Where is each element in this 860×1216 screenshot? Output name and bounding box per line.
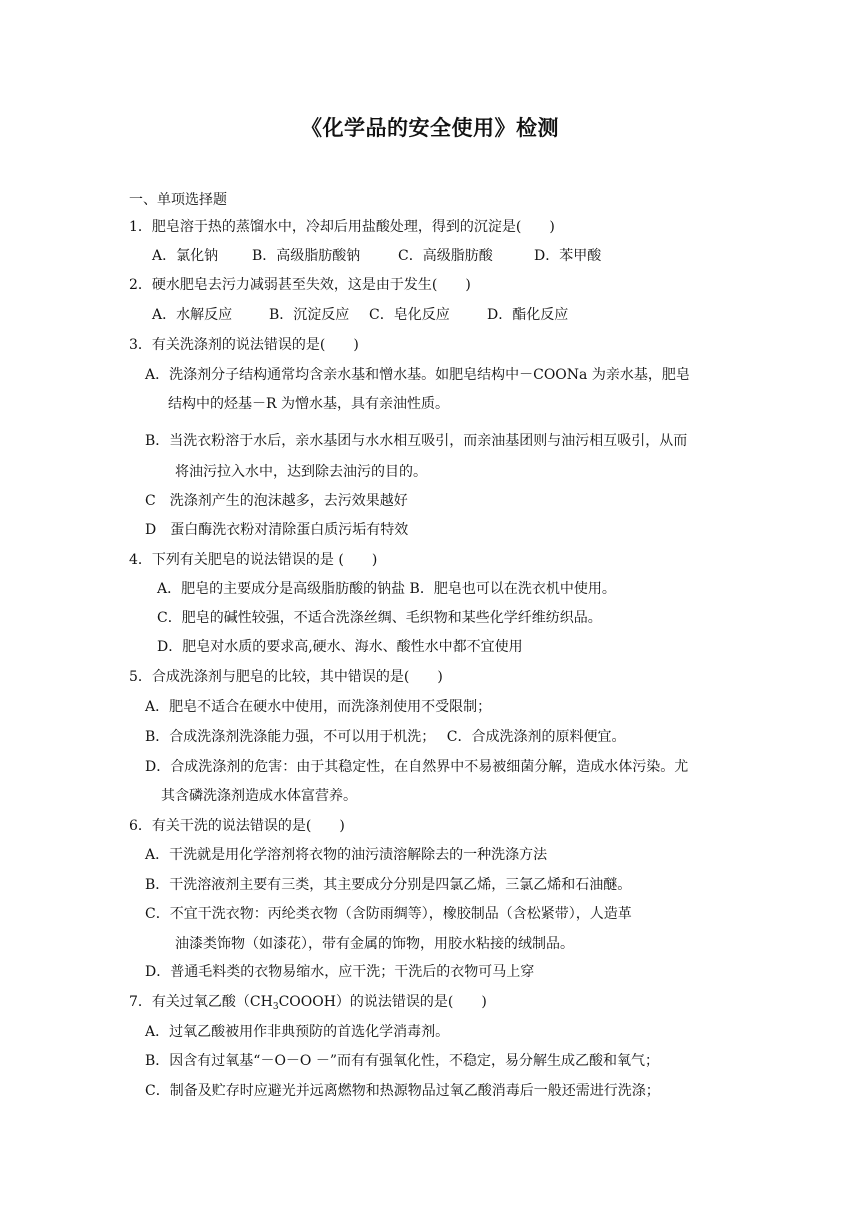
question-6-option-b: B．干洗溶液剂主要有三类，其主要成分分别是四氯乙烯，三氯乙烯和石油醚。 [145, 877, 632, 893]
question-2-options [152, 306, 568, 324]
question-1-option-d: D．苯甲酸 [534, 248, 602, 264]
question-3-stem: 3．有关洗涤剂的说法错误的是( ) [129, 337, 359, 353]
question-4-option-d: D．肥皂对水质的要求高,硬水、海水、酸性水中都不宜使用 [157, 639, 523, 655]
question-5-option-a: A．肥皂不适合在硬水中使用，而洗涤剂使用不受限制； [145, 699, 492, 715]
question-1-option-a: A．氯化钠 [152, 248, 219, 264]
question-1-option-c: C．高级脂肪酸 [398, 248, 493, 264]
question-1-options [152, 247, 601, 265]
question-4-option-c: C．肥皂的碱性较强，不适合洗涤丝绸、毛织物和某些化学纤维纺织品。 [157, 610, 602, 626]
question-7-option-c: C．制备及贮存时应避光并远离燃物和热源物品过氧乙酸消毒后一般还需进行洗涤； [145, 1083, 660, 1099]
question-6-option-c-line1: C．不宜干洗衣物：丙纶类衣物（含防雨绸等），橡胶制品（含松紧带），人造革 [145, 906, 632, 922]
document-title: 《化学品的安全使用》检测 [301, 115, 559, 140]
question-7-option-a: A．过氧乙酸被用作非典预防的首选化学消毒剂。 [145, 1024, 450, 1040]
question-5-stem: 5．合成洗涤剂与肥皂的比较，其中错误的是( ) [129, 669, 443, 685]
question-3-option-c: C 洗涤剂产生的泡沫越多，去污效果越好 [145, 493, 408, 509]
section-heading: 一、单项选择题 [129, 192, 227, 208]
question-1-option-b: B．高级脂肪酸钠 [252, 248, 361, 264]
question-1-stem: 1．肥皂溶于热的蒸馏水中，冷却后用盐酸处理，得到的沉淀是( ) [129, 219, 555, 235]
question-3-option-a-line2: 结构中的烃基－R 为憎水基，具有亲油性质。 [168, 396, 449, 412]
question-7-option-b: B．因含有过氧基“－O－O －”而有有强氧化性，不稳定，易分解生成乙酸和氧气； [145, 1053, 660, 1069]
question-3-option-d: D 蛋白酶洗衣粉对清除蛋白质污垢有特效 [145, 522, 409, 538]
question-3-option-b-line1: B．当洗衣粉溶于水后，亲水基团与水水相互吸引，而亲油基团则与油污相互吸引，从而 [145, 433, 688, 449]
question-6-option-c-line2: 油漆类饰物（如漆花），带有金属的饰物，用胶水粘接的绒制品。 [175, 936, 574, 952]
question-5-options-bc: B．合成洗涤剂洗涤能力强，不可以用于机洗； C．合成洗涤剂的原料便宜。 [145, 729, 626, 745]
question-6-option-d: D．普通毛料类的衣物易缩水，应干洗；干洗后的衣物可马上穿 [145, 964, 535, 980]
question-2-option-d: D．酯化反应 [487, 307, 569, 323]
question-6-stem: 6．有关干洗的说法错误的是( ) [129, 818, 345, 834]
question-4-stem: 4．下列有关肥皂的说法错误的是 ( ) [129, 552, 378, 568]
question-7-stem-post: COOOH）的说法错误的是( ) [278, 994, 487, 1010]
question-7-stem-pre: 7．有关过氧乙酸（CH [129, 994, 273, 1010]
question-6-option-a: A．干洗就是用化学溶剂将衣物的油污渍溶解除去的一种洗涤方法 [145, 847, 548, 863]
question-3-option-a-line1: A．洗涤剂分子结构通常均含亲水基和憎水基。如肥皂结构中－COONa 为亲水基，肥皂 [145, 367, 690, 383]
question-2-option-c: C．皂化反应 [369, 307, 450, 323]
question-2-stem: 2．硬水肥皂去污力减弱甚至失效，这是由于发生( ) [129, 277, 471, 293]
question-7-stem-subscript: 3 [272, 1002, 279, 1012]
question-4-options-ab: A．肥皂的主要成分是高级脂肪酸的钠盐 B．肥皂也可以在洗衣机中使用。 [157, 581, 616, 597]
question-5-option-d-line1: D．合成洗涤剂的危害：由于其稳定性，在自然界中不易被细菌分解，造成水体污染。尤 [145, 759, 689, 775]
question-3-option-b-line2: 将油污拉入水中，达到除去油污的目的。 [175, 464, 427, 480]
question-2-option-a: A．水解反应 [152, 307, 233, 323]
question-7-stem [129, 993, 487, 1016]
question-5-option-d-line2: 其含磷洗涤剂造成水体富营养。 [161, 788, 357, 804]
question-2-option-b: B．沉淀反应 [269, 307, 350, 323]
